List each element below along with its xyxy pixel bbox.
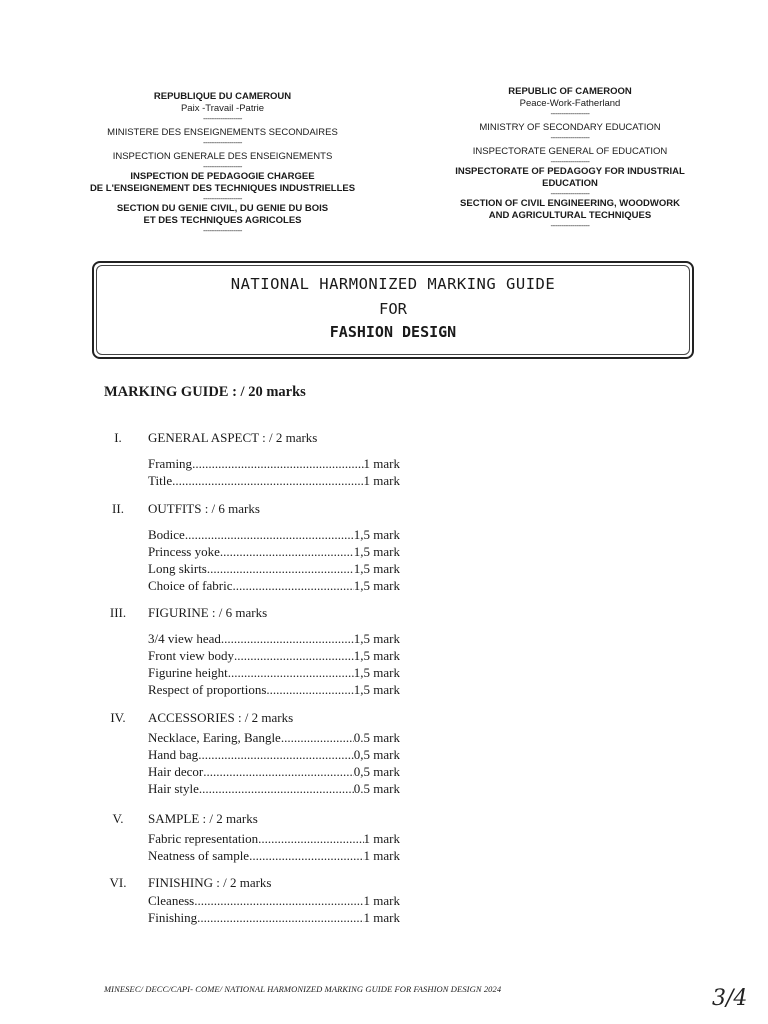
- inspection-fr: INSPECTION GENERALE DES ENSEIGNEMENTS: [112, 151, 333, 162]
- separator: ------------------: [550, 221, 590, 230]
- list-item: [106, 472, 400, 489]
- item-value: 1,5 mark: [353, 561, 400, 576]
- separator: ------------------: [550, 189, 590, 198]
- item-value: 1 mark: [363, 910, 400, 925]
- list-item: [106, 847, 400, 864]
- section-general-aspect: [106, 429, 400, 489]
- item-label: Necklace, Earing, Bangle: [148, 730, 281, 745]
- section-title: FINISHING : / 2 marks: [148, 875, 272, 890]
- item-label: Hair style: [148, 781, 199, 796]
- item-label: Choice of fabric: [148, 578, 233, 593]
- list-item: [106, 560, 400, 577]
- header-right: [430, 86, 710, 230]
- section-en-line1: SECTION OF CIVIL ENGINEERING, WOODWORK: [460, 198, 680, 209]
- section-number: V.: [112, 811, 124, 826]
- separator: ------------------: [203, 226, 242, 235]
- item-label: Finishing: [148, 910, 198, 925]
- item-value: 0.5 mark: [353, 730, 400, 745]
- item-label: Figurine height: [148, 665, 228, 680]
- country-en: REPUBLIC OF CAMEROON: [508, 86, 632, 97]
- title-line-3: FASHION DESIGN: [329, 323, 457, 341]
- separator: ------------------: [550, 133, 590, 142]
- item-label: Framing: [148, 456, 193, 471]
- item-value: 1,5 mark: [353, 665, 400, 680]
- separator: ------------------: [203, 114, 242, 123]
- footer-text: MINESEC/ DECC/CAPI- COME/ NATIONAL HARMONIZED MARKING GUIDE FOR FASHION DESIGN 2024: [104, 984, 502, 994]
- list-item: [106, 729, 400, 746]
- item-value: 1 mark: [363, 473, 400, 488]
- section-number: II.: [112, 501, 124, 516]
- pedagogy-en-line1: INSPECTORATE OF PEDAGOGY FOR INDUSTRIAL: [455, 166, 685, 177]
- item-label: Title: [148, 473, 173, 488]
- item-value: 1 mark: [363, 893, 400, 908]
- list-item: [106, 892, 400, 909]
- list-item: [106, 681, 400, 698]
- list-item: [106, 630, 400, 647]
- motto-fr: Paix -Travail -Patrie: [180, 103, 265, 114]
- item-label: Respect of proportions: [148, 682, 267, 697]
- list-item: [106, 780, 400, 797]
- list-item: [106, 647, 400, 664]
- list-item: [106, 664, 400, 681]
- marking-guide-title: MARKING GUIDE : / 20 marks: [104, 384, 306, 400]
- header-left: [80, 91, 365, 235]
- section-sample: [106, 810, 400, 864]
- item-label: Neatness of sample: [148, 848, 250, 863]
- item-value: 1 mark: [363, 456, 400, 471]
- section-finishing: [106, 874, 400, 926]
- list-item: [106, 909, 400, 926]
- inspectorate-en: INSPECTORATE GENERAL OF EDUCATION: [472, 146, 668, 157]
- pedagogy-en-line2: EDUCATION: [542, 178, 598, 189]
- section-fr-line2: ET DES TECHNIQUES AGRICOLES: [143, 215, 302, 226]
- separator: ------------------: [203, 138, 242, 147]
- section-number: III.: [109, 605, 127, 620]
- item-value: 1,5 mark: [353, 631, 400, 646]
- item-value: 1,5 mark: [353, 544, 400, 559]
- item-label: Front view body: [148, 648, 234, 663]
- item-label: Cleaness: [148, 893, 195, 908]
- item-label: 3/4 view head: [148, 631, 221, 646]
- list-item: [106, 746, 400, 763]
- motto-en: Peace-Work-Fatherland: [519, 98, 621, 109]
- item-label: Hand bag: [148, 747, 199, 762]
- item-value: 1 mark: [363, 831, 400, 846]
- ministry-en: MINISTRY OF SECONDARY EDUCATION: [479, 122, 661, 133]
- ministry-fr: MINISTERE DES ENSEIGNEMENTS SECONDAIRES: [107, 127, 338, 138]
- separator: ------------------: [203, 162, 242, 171]
- section-number: VI.: [109, 875, 127, 890]
- section-title: SAMPLE : / 2 marks: [148, 811, 258, 826]
- list-item: [106, 763, 400, 780]
- title-line-1: NATIONAL HARMONIZED MARKING GUIDE: [230, 275, 556, 293]
- section-figurine: [106, 604, 400, 698]
- section-number: IV.: [110, 710, 126, 725]
- item-value: 1 mark: [363, 848, 400, 863]
- title-line-2: FOR: [379, 300, 407, 318]
- item-label: Long skirts: [148, 561, 207, 576]
- page-number: 3/4: [712, 986, 748, 1011]
- list-item: [106, 543, 400, 560]
- section-outfits: [106, 500, 400, 594]
- section-title: OUTFITS : / 6 marks: [148, 501, 260, 516]
- separator: ------------------: [203, 194, 242, 203]
- item-value: 1,5 mark: [353, 578, 400, 593]
- section-title: FIGURINE : / 6 marks: [148, 605, 268, 620]
- list-item: [106, 526, 400, 543]
- item-value: 1,5 mark: [353, 527, 400, 542]
- list-item: [106, 830, 400, 847]
- section-title: GENERAL ASPECT : / 2 marks: [148, 430, 318, 445]
- item-value: 0.5 mark: [353, 781, 400, 796]
- list-item: [106, 455, 400, 472]
- pedagogy-fr-line1: INSPECTION DE PEDAGOGIE CHARGEE: [130, 171, 315, 182]
- section-fr-line1: SECTION DU GENIE CIVIL, DU GENIE DU BOIS: [116, 203, 329, 214]
- item-label: Hair decor: [148, 764, 204, 779]
- item-value: 0,5 mark: [353, 764, 400, 779]
- section-en-line2: AND AGRICULTURAL TECHNIQUES: [488, 210, 652, 221]
- item-value: 1,5 mark: [353, 682, 400, 697]
- pedagogy-fr-line2: DE L'ENSEIGNEMENT DES TECHNIQUES INDUSTRIELLES: [89, 183, 356, 194]
- separator: ------------------: [550, 157, 590, 166]
- item-label: Bodice: [148, 527, 185, 542]
- title-box: [92, 261, 694, 359]
- item-label: Princess yoke: [148, 544, 220, 559]
- country-fr: REPUBLIQUE DU CAMEROUN: [153, 91, 292, 102]
- section-accessories: [106, 709, 400, 797]
- section-title: ACCESSORIES : / 2 marks: [148, 710, 294, 725]
- item-value: 1,5 mark: [353, 648, 400, 663]
- item-value: 0,5 mark: [353, 747, 400, 762]
- item-label: Fabric representation: [148, 831, 259, 846]
- separator: ------------------: [550, 109, 590, 118]
- list-item: [106, 577, 400, 594]
- section-number: I.: [114, 430, 122, 445]
